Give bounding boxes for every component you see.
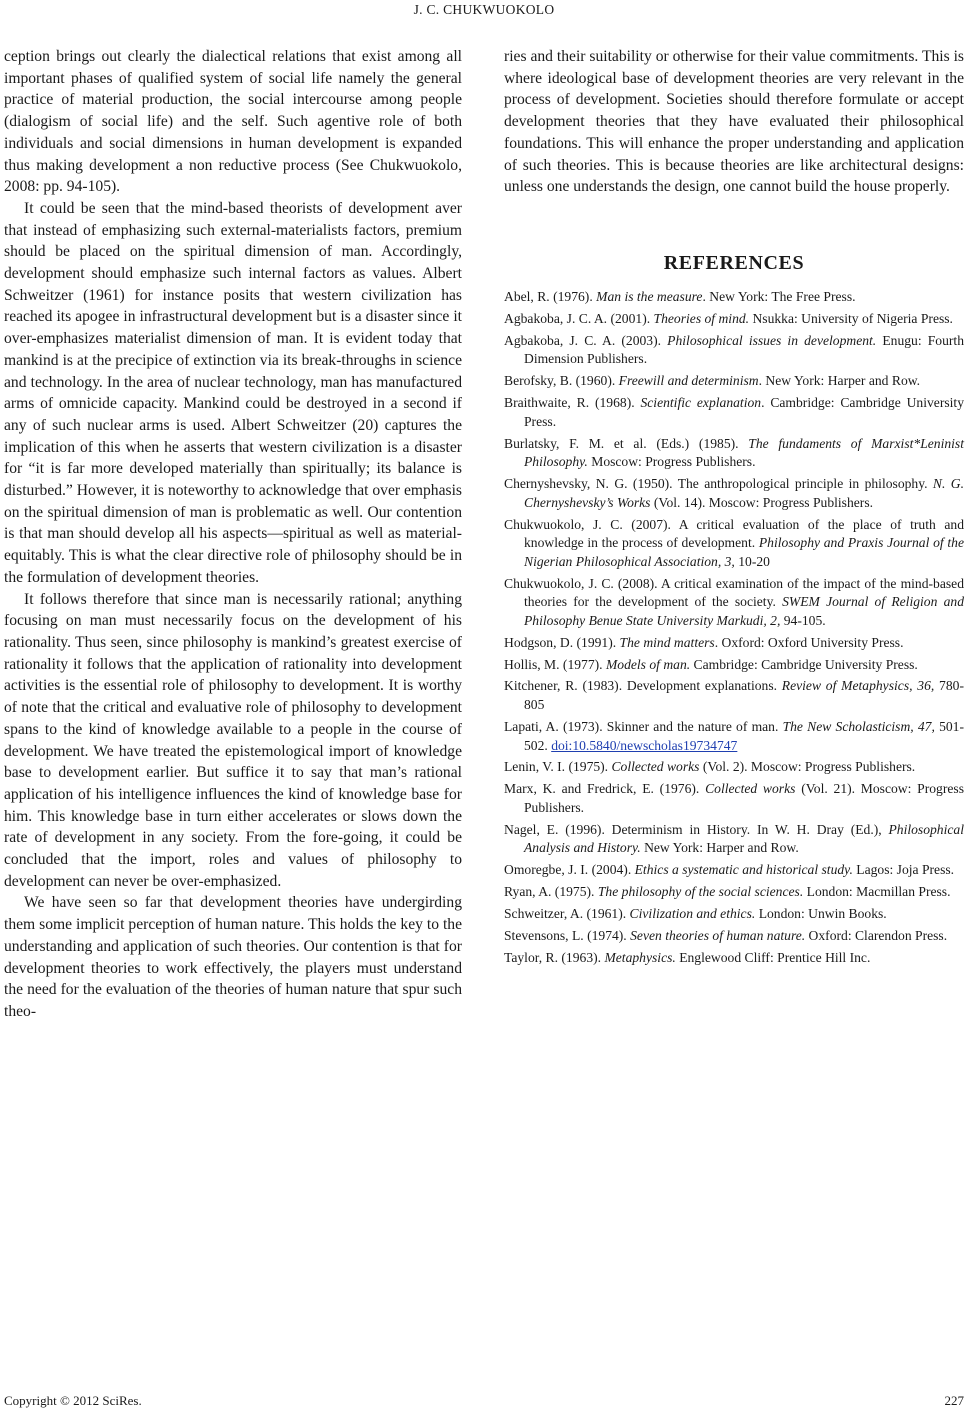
reference-publisher-text: Oxford: Clarendon Press. — [805, 927, 948, 943]
reference-title: Scientific explanation — [640, 395, 762, 411]
reference-publisher-text: 10-20 — [734, 553, 770, 569]
reference-title: Civilization and ethics. — [629, 906, 756, 922]
reference-item — [504, 575, 964, 631]
reference-title: The mind matters — [619, 634, 715, 650]
reference-publisher-text: Cambridge: Cambridge University Press. — [690, 656, 918, 672]
reference-author-text: Braithwaite, R. (1968). — [504, 395, 641, 411]
reference-publisher-text: Enugu: Fourth Dimension Publishers. — [524, 332, 964, 367]
reference-author-text: Lapati, A. (1973). Skinner and the nature of man. — [504, 718, 783, 734]
reference-title: Theories of mind. — [653, 310, 750, 326]
reference-item — [504, 949, 964, 968]
reference-publisher-text: . New York: Harper and Row. — [758, 373, 921, 389]
reference-publisher-text: 94-105. — [780, 612, 826, 628]
body-paragraph: It follows therefore that since man is necessarily rational; anything focusing on man must necessarily focus on the development of his rationality. Thus seen, since philosophy is mankind’s greatest exercise of rationality it follows that the application of rationality into development activities is the essential role of philosophy to development. It is worthy of note that the critical and evaluative role of philosophy to development spans to the kind of knowledge available to a people in the course of development. We have treated the epistemological import of knowledge base to development earlier. But suffice it to say that man’s rational application of his intelligence influences the kind of knowledge base for him. This knowledge base in turn either accelerates or slows down the rate of development in any society. From the fore-going, it could be concluded that the import, roles and values of philosophy to development can never be over-emphasized. — [4, 590, 462, 890]
reference-title: Man is the measure — [596, 288, 703, 304]
reference-item — [504, 634, 964, 653]
reference-author-text: Omoregbe, J. I. (2004). — [504, 862, 635, 878]
reference-item — [504, 310, 964, 329]
reference-publisher-text: 501-502. — [524, 718, 964, 753]
reference-author-text: Hollis, M. (1977). — [504, 656, 606, 672]
reference-author-text: Berofsky, B. (1960). — [504, 373, 619, 389]
reference-author-text: Abel, R. (1976). — [504, 288, 597, 304]
reference-title: Seven theories of human nature. — [630, 927, 806, 943]
reference-title: Models of man. — [605, 656, 691, 672]
reference-item — [504, 718, 964, 755]
body-paragraph: It could be seen that the mind-based theorists of development aver that instead of emphasizing such external-materialists factors, premium should be placed on the spiritual dimension of man. Accordingly, development should emphasize such internal factors as values. Albert Schweitzer (1961) for instance posits that western civilization has reached its apogee in infrastructural development but is a disaster since it over-emphasizes materialist dimension of man. It is evident today that mankind is at the precipice of extinction via its break-throughs in science and technology. In the area of nuclear technology, man has manufactured arms of omnicide capacity. Mankind could be destroyed in a second if any of such nuclear arms is used. Albert Schweitzer (20) captures the implication of this when he asserts that western civilization is a disaster for “it is far more developed materially than spiritually; its balance is disturbed.” However, it is noteworthy to acknowledge that over emphasis on the spiritual dimension of man is problematic as well. Our contention is that man should develop all his aspects—spiritual as well as material-equitably. This is what the clear directive role of philosophy should be in the formulation of development theories. — [4, 199, 462, 586]
references-heading: REFERENCES — [663, 251, 805, 274]
reference-title: Metaphysics. — [604, 949, 676, 965]
running-head: J. C. CHUKWUOKOLO — [413, 2, 555, 17]
reference-item — [504, 656, 964, 675]
reference-publisher-text: 780-805 — [524, 678, 964, 713]
reference-item — [504, 677, 964, 714]
reference-publisher-text: Lagos: Joja Press. — [852, 862, 955, 878]
reference-publisher-text: London: Macmillan Press. — [803, 884, 951, 900]
reference-author-text: Hodgson, D. (1991). — [504, 634, 620, 650]
reference-author-text: Schweitzer, A. (1961). — [504, 906, 630, 922]
reference-title: Philosophy and Praxis Journal of the Nigerian Philosophical Association, 3, — [524, 535, 965, 569]
reference-author-text: Chernyshevsky, N. G. (1950). The anthropological principle in philosophy. — [504, 476, 933, 492]
body-paragraph: ries and their suitability or otherwise for their value commitments. This is where ideological base of development theories are very relevant in the process of development. Societies should therefore formulate or accept development theories that they have evaluated their philosophical foundations. This will enhance the proper understanding and application of such theories. This is because theories are like architectural designs: unless one understands the design, one cannot build the house properly. — [504, 48, 964, 196]
copyright-notice: Copyright © 2012 SciRes. — [4, 1393, 142, 1408]
reference-item — [504, 905, 964, 924]
reference-publisher-text: London: Unwin Books. — [755, 906, 887, 922]
reference-publisher-text: . Cambridge: Cambridge University Press. — [524, 395, 964, 429]
reference-author-text: Lenin, V. I. (1975). — [504, 759, 612, 775]
reference-author-text: Marx, K. and Fredrick, E. (1976). — [504, 781, 706, 797]
reference-publisher-text: Englewood Cliff: Prentice Hill Inc. — [675, 949, 871, 965]
doi-link[interactable]: doi:10.5840/newscholas19734747 — [551, 737, 738, 753]
reference-author-text: Chukwuokolo, J. C. (2008). A critical examination of the impact of the mind-based theories for the development of the society. — [504, 575, 964, 610]
reference-item — [504, 821, 964, 858]
reference-item — [504, 332, 964, 369]
reference-item — [504, 861, 964, 880]
reference-item — [504, 927, 964, 946]
reference-publisher-text: New York: Harper and Row. — [640, 840, 799, 856]
reference-author-text: Agbakoba, J. C. A. (2001). — [504, 310, 654, 326]
reference-publisher-text: . Oxford: Oxford University Press. — [714, 634, 904, 650]
reference-title: Ethics a systematic and historical study. — [634, 862, 853, 878]
reference-item — [504, 758, 964, 777]
reference-title: The New Scholasticism, 47, — [782, 718, 935, 734]
reference-author-text: Taylor, R. (1963). — [504, 949, 605, 965]
reference-publisher-text: (Vol. 2). Moscow: Progress Publishers. — [699, 759, 916, 775]
reference-title: Collected works — [705, 781, 796, 797]
reference-item — [504, 475, 964, 512]
reference-author-text: Nagel, E. (1996). Determinism in History. In W. H. Dray (Ed.), — [504, 821, 889, 837]
reference-title: Philosophical Analysis and History. — [524, 821, 964, 856]
reference-item — [504, 780, 964, 817]
reference-author-text: Burlatsky, F. M. et al. (Eds.) (1985). — [504, 435, 749, 451]
body-paragraph: ception brings out clearly the dialectical relations that exist among all important phases of qualified system of social life namely the general practice of material production, the social intercourse among people (dialogism of social life) and the self. Such agentive role of both individuals and social dimensions in human development is expanded thus making development a non reductive process (See Chukwuokolo, 2008: pp. 94-105). — [4, 48, 462, 196]
reference-publisher-text: . New York: The Free Press. — [702, 288, 856, 304]
reference-item — [504, 435, 964, 472]
reference-author-text: Kitchener, R. (1983). Development explanations. — [504, 678, 782, 694]
page-number: 227 — [944, 1393, 964, 1408]
reference-author-text: Ryan, A. (1975). — [504, 884, 598, 900]
reference-title: Philosophical issues in development. — [667, 332, 877, 348]
reference-title: N. G. Chernyshevsky’s Works — [524, 476, 964, 510]
reference-title: Collected works — [611, 759, 700, 775]
reference-list — [504, 288, 964, 968]
reference-publisher-text: (Vol. 21). Moscow: Progress Publishers. — [524, 781, 964, 815]
reference-item — [504, 883, 964, 902]
reference-item — [504, 288, 964, 307]
reference-title: The fundaments of Marxist*Leninist Philosophy. — [524, 435, 964, 470]
reference-author-text: Chukwuokolo, J. C. (2007). A critical evaluation of the place of truth and knowledge in the process of development. — [504, 516, 964, 551]
reference-item — [504, 372, 964, 391]
reference-title: Freewill and determinism — [618, 373, 759, 389]
reference-publisher-text: (Vol. 14). Moscow: Progress Publishers. — [650, 494, 874, 510]
reference-author-text: Stevensons, L. (1974). — [504, 927, 631, 943]
reference-item — [504, 516, 964, 572]
reference-author-text: Agbakoba, J. C. A. (2003). — [504, 332, 668, 348]
reference-title: Review of Metaphysics, 36, — [781, 678, 935, 694]
reference-publisher-text: Nsukka: University of Nigeria Press. — [749, 310, 953, 326]
body-paragraph: We have seen so far that development theories have undergirding them some implicit perception of human nature. This holds the key to the understanding and application of such theories. Our contention is that for development theories to work effectively, the players must understand the need for the evaluation of the theories of human nature that spur such theo- — [4, 894, 462, 1020]
reference-item — [504, 394, 964, 431]
reference-title: The philosophy of the social sciences. — [597, 884, 804, 900]
body-column-right — [504, 46, 964, 971]
reference-publisher-text: Moscow: Progress Publishers. — [587, 454, 756, 470]
body-column-left — [4, 46, 462, 1023]
reference-title: SWEM Journal of Religion and Philosophy Benue State University Markudi, 2, — [524, 594, 964, 628]
